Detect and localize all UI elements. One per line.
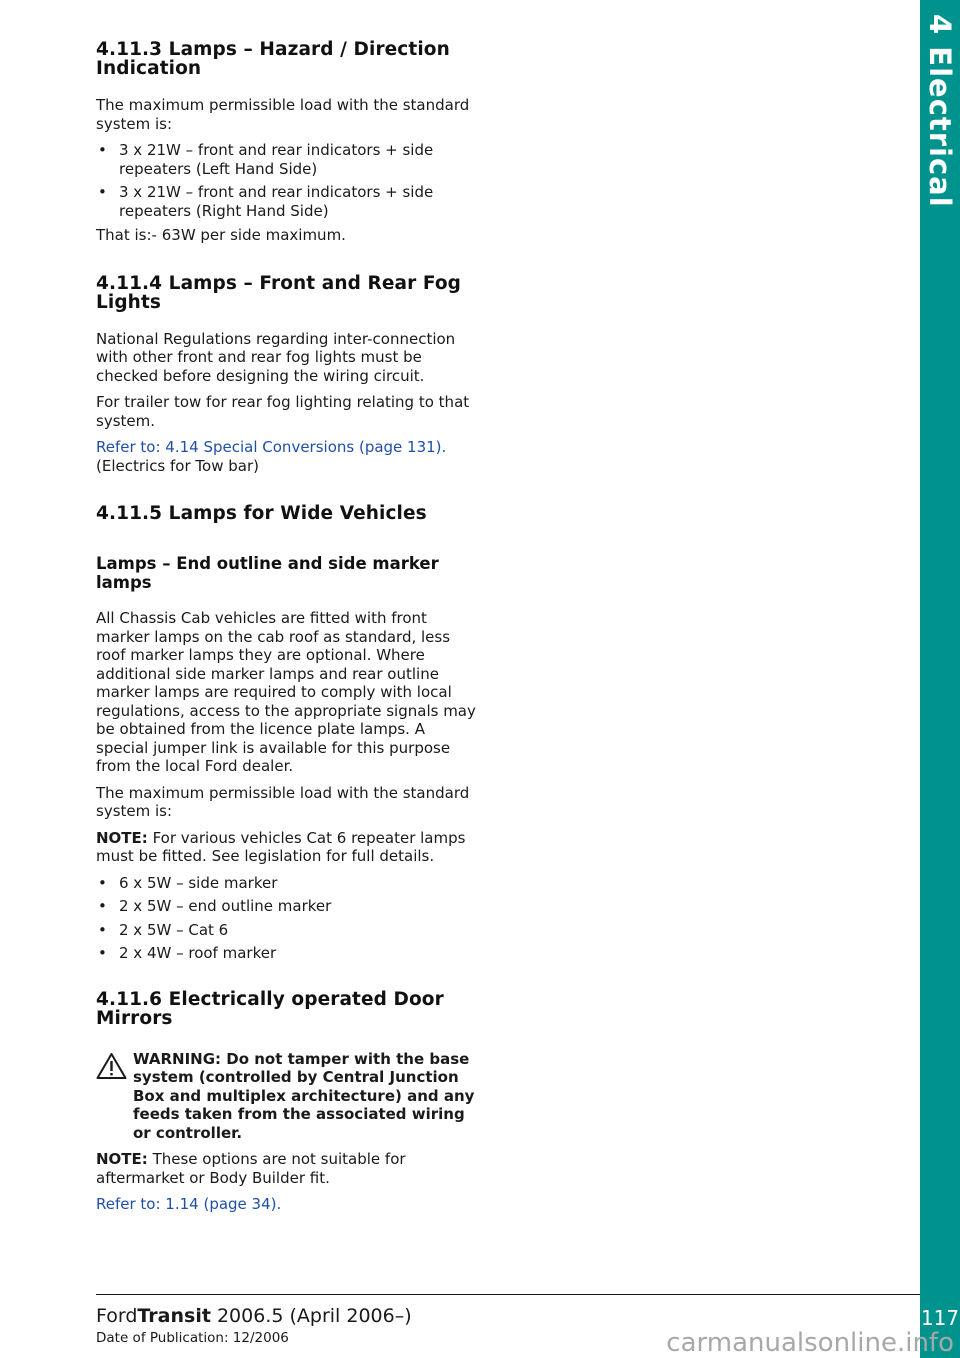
note-label: NOTE: xyxy=(96,828,148,847)
section-hazard-direction xyxy=(96,40,478,245)
note-label: NOTE: xyxy=(96,1150,148,1168)
paragraph: For trailer tow for rear fog lighting relating to that system. xyxy=(96,393,470,430)
note-text: For various vehicles Cat 6 repeater lamps must be fitted. See legislation for full details. xyxy=(96,828,466,865)
paragraph: That is:- 63W per side maximum. xyxy=(96,226,346,244)
bullet-list xyxy=(96,874,478,963)
section-door-mirrors xyxy=(96,990,478,1214)
reference xyxy=(96,1195,478,1214)
footer-edition: 2006.5 (April 2006–) xyxy=(216,1305,412,1327)
footer-brand: Ford xyxy=(96,1305,138,1327)
section-heading: 4.11.6 Electrically operated Door Mirrors xyxy=(96,988,444,1029)
section-fog-lights xyxy=(96,274,478,476)
reference-link[interactable]: Refer to: 4.14 Special Conversions (page 131). xyxy=(96,438,447,456)
note-text: These options are not suitable for aftermarket or Body Builder fit. xyxy=(96,1150,406,1187)
reference-link[interactable]: Refer to: 1.14 (page 34). xyxy=(96,1195,282,1213)
warning-box xyxy=(96,1050,478,1143)
footer-model: Transit xyxy=(137,1305,211,1327)
section-wide-vehicles xyxy=(96,504,478,963)
paragraph: National Regulations regarding inter-connection with other front and rear fog lights must be checked before designing the wiring circuit. xyxy=(96,329,456,385)
warning-text: WARNING: Do not tamper with the base system (controlled by Central Junction Box and multiplex architecture) and any feeds taken from the associated wiring or controller. xyxy=(133,1049,475,1142)
footer-rule xyxy=(96,1294,920,1295)
paragraph: All Chassis Cab vehicles are fitted with front marker lamps on the cab roof as standard, less roof marker lamps they are optional. Where additional side marker lamps and rear outline marker lamps are required to comply with local regulations, access to the appropriate signals may be obtained from the licence plate lamps. A special jumper link is available for this purpose from the local Ford dealer. xyxy=(96,609,476,775)
list-item: • 6 x 5W – side marker xyxy=(96,874,478,893)
paragraph: The maximum permissible load with the standard system is: xyxy=(96,783,470,820)
page-number: 117 xyxy=(920,1306,960,1330)
section-heading: 4.11.3 Lamps – Hazard / Direction Indication xyxy=(96,39,450,79)
reference-note: (Electrics for Tow bar) xyxy=(96,456,259,475)
section-heading: 4.11.4 Lamps – Front and Rear Fog Lights xyxy=(96,272,461,313)
list-item: • 3 x 21W – front and rear indicators + side repeaters (Left Hand Side) xyxy=(96,141,478,178)
warning-icon xyxy=(96,1050,133,1143)
note xyxy=(96,829,478,866)
chapter-title-text: 4 Electrical xyxy=(923,14,957,208)
subsection-heading: Lamps – End outline and side marker lamps xyxy=(96,554,439,592)
note xyxy=(96,1150,478,1187)
bullet-list xyxy=(96,141,478,220)
footer-date: Date of Publication: 12/2006 xyxy=(96,1330,289,1346)
chapter-title xyxy=(920,0,960,250)
page-content xyxy=(96,40,478,1222)
footer-title xyxy=(96,1305,412,1327)
paragraph: The maximum permissible load with the standard system is: xyxy=(96,96,470,133)
list-item: • 2 x 4W – roof marker xyxy=(96,944,478,963)
reference xyxy=(96,438,478,475)
list-item: • 3 x 21W – front and rear indicators + side repeaters (Right Hand Side) xyxy=(96,183,478,220)
watermark: carmanualsonline.info xyxy=(666,1328,954,1358)
list-item: • 2 x 5W – end outline marker xyxy=(96,897,478,916)
section-heading: 4.11.5 Lamps for Wide Vehicles xyxy=(96,503,427,524)
list-item: • 2 x 5W – Cat 6 xyxy=(96,921,478,940)
